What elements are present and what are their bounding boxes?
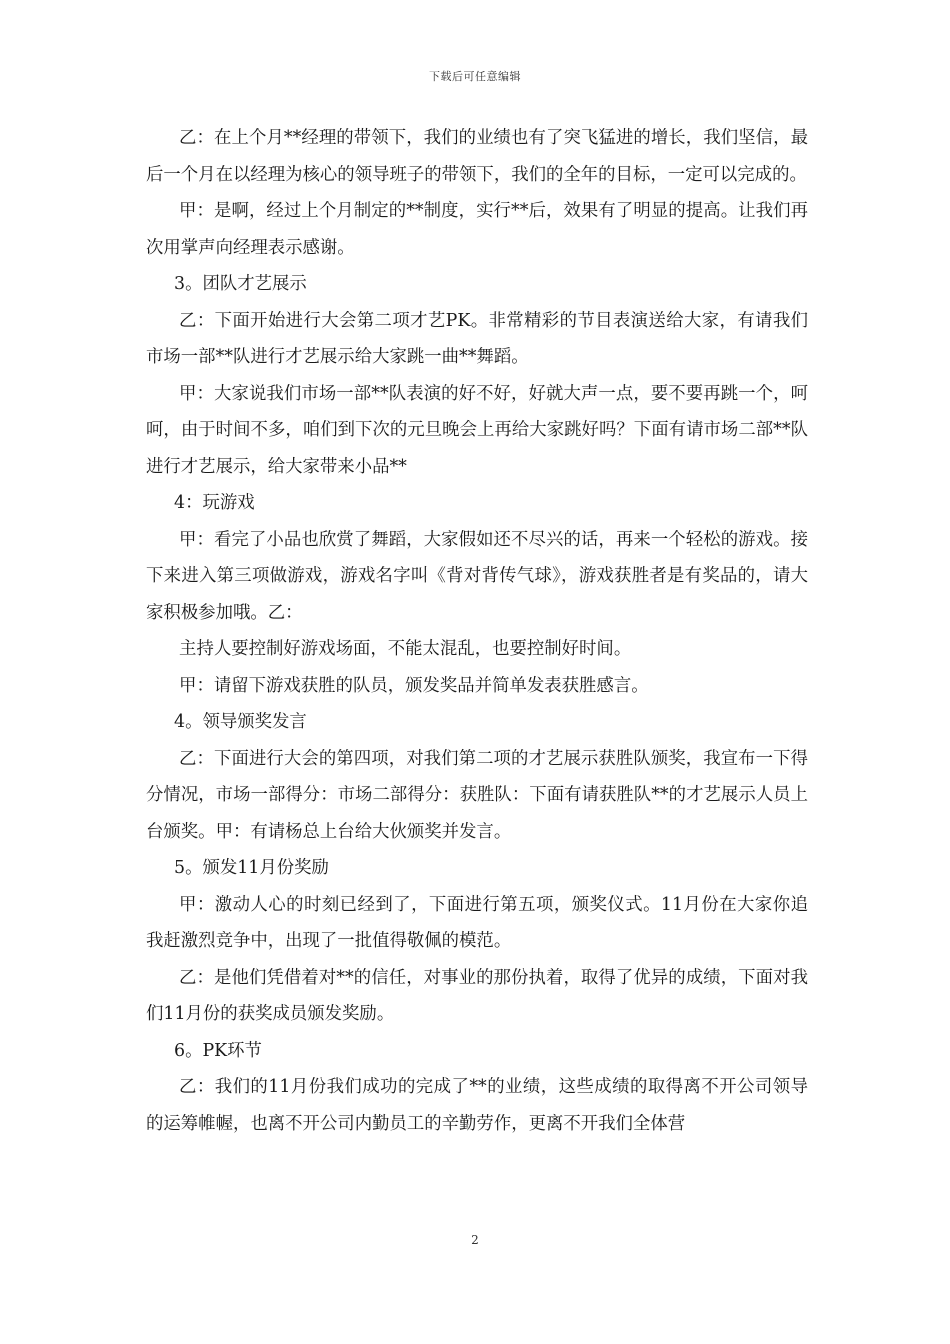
paragraph: 乙：下面开始进行大会第二项才艺PK。非常精彩的节目表演送给大家，有请我们市场一部**队进行才艺展示给大家跳一曲**舞蹈。	[146, 310, 808, 367]
paragraph: 主持人要控制好游戏场面，不能太混乱，也要控制好时间。	[179, 639, 632, 659]
paragraph: 乙：下面进行大会的第四项，对我们第二项的才艺展示获胜队颁奖，我宣布一下得分情况，市场一部得分：市场二部得分：获胜队：下面有请获胜队**的才艺展示人员上台颁奖。甲：有请杨总上台给大伙颁奖并发言。	[146, 748, 808, 842]
paragraph: 甲：请留下游戏获胜的队员，颁发奖品并简单发表获胜感言。	[179, 675, 649, 696]
section-heading: 3。团队才艺展示	[174, 274, 307, 294]
document-body	[146, 120, 808, 1142]
page-header: 下载后可任意编辑	[429, 70, 521, 83]
paragraph: 甲：激动人心的时刻已经到了，下面进行第五项，颁奖仪式。11月份在大家你追我赶激烈竞争中，出现了一批值得敬佩的模范。	[146, 894, 808, 951]
paragraph: 甲：看完了小品也欣赏了舞蹈，大家假如还不尽兴的话，再来一个轻松的游戏。接下来进入第三项做游戏，游戏名字叫《背对背传气球》，游戏获胜者是有奖品的，请大家积极参加哦。乙：	[146, 529, 808, 623]
paragraph: 乙：我们的11月份我们成功的完成了**的业绩，这些成绩的取得离不开公司领导的运筹帷幄，也离不开公司内勤员工的辛勤劳作，更离不开我们全体营	[146, 1077, 808, 1134]
paragraph: 甲：是啊，经过上个月制定的**制度，实行**后，效果有了明显的提高。让我们再次用掌声向经理表示感谢。	[146, 201, 808, 258]
paragraph: 乙：在上个月**经理的带领下，我们的业绩也有了突飞猛进的增长，我们坚信，最后一个月在以经理为核心的领导班子的带领下，我们的全年的目标，一定可以完成的。	[146, 128, 808, 185]
paragraph: 甲：大家说我们市场一部**队表演的好不好，好就大声一点，要不要再跳一个，呵呵，由于时间不多，咱们到下次的元旦晚会上再给大家跳好吗？下面有请市场二部**队进行才艺展示，给大家带来小品**	[146, 383, 808, 477]
section-heading: 6。PK环节	[174, 1040, 262, 1061]
paragraph: 乙：是他们凭借着对**的信任，对事业的那份执着，取得了优异的成绩，下面对我们11月份的获奖成员颁发奖励。	[146, 967, 808, 1024]
section-heading: 4：玩游戏	[174, 493, 255, 513]
section-heading: 5。颁发11月份奖励	[174, 858, 329, 878]
page-number: 2	[471, 1233, 479, 1247]
section-heading: 4。领导颁奖发言	[174, 712, 307, 732]
